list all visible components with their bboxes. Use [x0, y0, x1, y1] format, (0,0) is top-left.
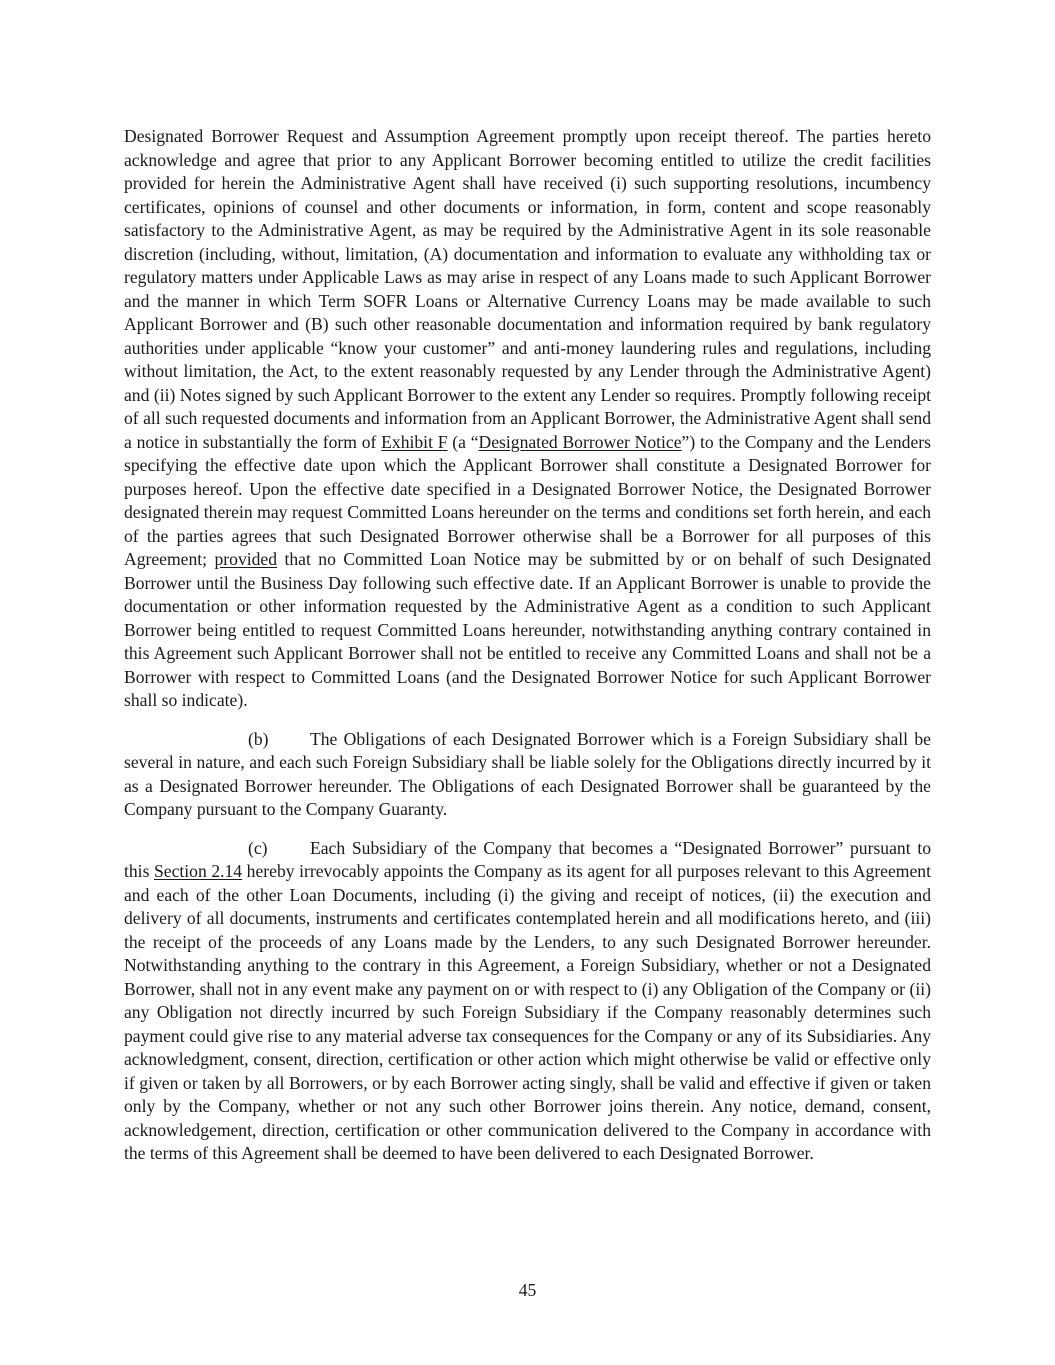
paragraph-a-text-3: ”) to the Company and the Lenders specifying the effective date upon which the Applicant Borrower shall constitute a Designated Borrower for purposes hereof. Upon the effective date specified in a Designated Borrower Notice, the Designated Borrower designated therein may request Committed Loans hereunder on the terms and conditions set forth herein, and each of the parties agrees that such Designated Borrower otherwise shall be a Borrower for all purposes of this Agreement;	[124, 431, 931, 569]
paragraph-c	[124, 837, 931, 1166]
provided-term: provided	[214, 549, 278, 569]
exhibit-f-reference: Exhibit F	[381, 431, 448, 452]
paragraph-a-text-1: Designated Borrower Request and Assumption Agreement promptly upon receipt thereof. The parties hereto acknowledge and agree that prior to any Applicant Borrower becoming entitled to utilize the credit facilities provided for herein the Administrative Agent shall have received (i) such supporting resolutions, incumbency certificates, opinions of counsel and other documents or information, in form, content and scope reasonably satisfactory to the Administrative Agent, as may be required by the Administrative Agent in its sole reasonable discretion (including, without, limitation, (A) documentation and information to evaluate any withholding tax or regulatory matters under Applicable Laws as may arise in respect of any Loans made to such Applicant Borrower and the manner in which Term SOFR Loans or Alternative Currency Loans may be made available to such Applicant Borrower and (B) such other reasonable documentation and information required by bank regulatory authorities under applicable “know your customer” and anti-money laundering rules and regulations, including without limitation, the Act, to the extent reasonably requested by any Lender through the Administrative Agent) and (ii) Notes signed by such Applicant Borrower to the extent any Lender so requires. Promptly following receipt of all such requested documents and information from an Applicant Borrower, the Administrative Agent shall send a notice in substantially the form of	[124, 126, 931, 452]
paragraph-c-text-1: Each Subsidiary of the Company that becomes a “Designated Borrower” pursuant to this	[124, 837, 931, 881]
paragraph-c-text-2: hereby irrevocably appoints the Company as its agent for all purposes relevant to this Agreement and each of the other Loan Documents, including (i) the giving and receipt of notices, (ii) the execution and delivery of all documents, instruments and certificates contemplated herein and all modifications hereto, and (iii) the receipt of the proceeds of any Loans made by the Lenders, to any such Designated Borrower hereunder. Notwithstanding anything to the contrary in this Agreement, a Foreign Subsidiary, whether or not a Designated Borrower, shall not in any event make any payment on or with respect to (i) any Obligation of the Company or (ii) any Obligation not directly incurred by such Foreign Subsidiary if the Company reasonably determines such payment could give rise to any material adverse tax consequences for the Company or any of its Subsidiaries. Any acknowledgment, consent, direction, certification or other action which might otherwise be valid or effective only if given or taken by all Borrowers, or by each Borrower acting singly, shall be valid and effective if given or taken only by the Company, whether or not any such other Borrower joins therein. Any notice, demand, consent, acknowledgement, direction, certification or other communication delivered to the Company in accordance with the terms of this Agreement shall be deemed to have been delivered to each Designated Borrower.	[124, 861, 931, 1163]
designated-borrower-notice-term: Designated Borrower Notice	[478, 431, 682, 452]
paragraph-b-label: (b)	[248, 728, 269, 749]
section-2-14-reference: Section 2.14	[153, 861, 243, 881]
paragraph-b-text: The Obligations of each Designated Borrower which is a Foreign Subsidiary shall be several in nature, and each such Foreign Subsidiary shall be liable solely for the Obligations directly incurred by it as a Designated Borrower hereunder. The Obligations of each Designated Borrower shall be guaranteed by the Company pursuant to the Company Guaranty.	[124, 728, 931, 819]
paragraph-a	[124, 125, 931, 713]
document-body	[124, 125, 931, 1166]
paragraph-a-text-4: that no Committed Loan Notice may be submitted by or on behalf of such Designated Borrower until the Business Day following such effective date. If an Applicant Borrower is unable to provide the documentation or other information requested by the Administrative Agent as a condition to such Applicant Borrower being entitled to request Committed Loans hereunder, notwithstanding anything contrary contained in this Agreement such Applicant Borrower shall not be entitled to receive any Committed Loans and shall not be a Borrower with respect to Committed Loans (and the Designated Borrower Notice for such Applicant Borrower shall so indicate).	[124, 549, 931, 710]
paragraph-c-label: (c)	[248, 837, 268, 858]
paragraph-a-text-2: (a “	[447, 431, 479, 452]
paragraph-b	[124, 728, 931, 822]
page-number: 45	[518, 1280, 537, 1300]
